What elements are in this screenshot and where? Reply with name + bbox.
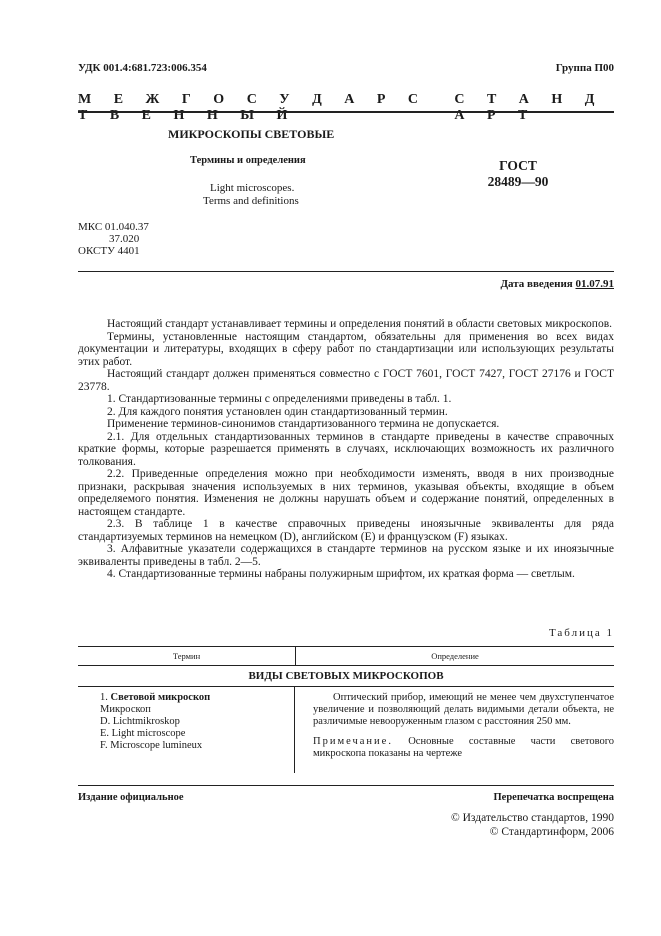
gost-number: 28489—90 bbox=[487, 174, 549, 189]
definition-cell bbox=[295, 687, 614, 773]
group-code: Группа П00 bbox=[555, 62, 614, 74]
introduction-date bbox=[500, 278, 614, 290]
note-text: Основные составные части светового микроскопа показаны на чертеже bbox=[313, 736, 614, 759]
column-header-term: Термин bbox=[78, 647, 296, 665]
document-title: МИКРОСКОПЫ СВЕТОВЫЕ bbox=[168, 127, 335, 141]
document-subtitle: Термины и определения bbox=[190, 155, 306, 166]
divider-top bbox=[78, 271, 614, 272]
paragraph: 1. Стандартизованные термины с определениями приведены в табл. 1. bbox=[107, 393, 452, 405]
column-header-definition: Определение bbox=[431, 651, 479, 661]
mks-code-2: 37.020 bbox=[109, 233, 140, 245]
reprint-prohibited-label: Перепечатка воспрещена bbox=[493, 792, 614, 803]
banner-word-1: М Е Ж Г О С У Д А Р С Т В Е Н Н Ы Й bbox=[78, 92, 428, 123]
paragraph: 4. Стандартизованные термины набраны полужирным шрифтом, их краткая форма — светлым. bbox=[107, 568, 575, 580]
definition-note bbox=[313, 736, 614, 760]
term-title bbox=[100, 692, 294, 704]
english-title-line2: Terms and definitions bbox=[203, 195, 299, 207]
paragraph: 2.1. Для отдельных стандартизованных терминов в стандарте приведены в качестве справочных краткие формы, которые разрешается применять в случаях, исключающих возможность их различного толкования. bbox=[78, 430, 614, 468]
english-title-line1: Light microscopes. bbox=[210, 182, 295, 194]
term-bold: Световой микроскоп bbox=[110, 692, 211, 703]
document-body bbox=[78, 318, 614, 581]
term-german: D. Lichtmikroskop bbox=[100, 716, 180, 727]
intro-date-label: Дата введения bbox=[500, 278, 573, 290]
paragraph: Настоящий стандарт устанавливает термины и определения понятий в области световых микроскопов. bbox=[107, 318, 613, 330]
table-section-title: ВИДЫ СВЕТОВЫХ МИКРОСКОПОВ bbox=[78, 666, 614, 687]
intro-date-value: 01.07.91 bbox=[575, 278, 614, 290]
terms-table bbox=[78, 646, 614, 773]
table-row bbox=[78, 687, 614, 773]
copyright-line-2: © Стандартинформ, 2006 bbox=[489, 826, 614, 838]
okstu-code: ОКСТУ 4401 bbox=[78, 245, 140, 257]
official-edition-label: Издание официальное bbox=[78, 792, 184, 803]
paragraph: 2.2. Приведенные определения можно при необходимости изменять, вводя в них производные признаки, раскрывая значения используемых в них терминов, указывая объекты, входящие в объем определяемого понятия. Изменения не должны нарушать объем и содержание понятий, определенных в настоящем стандарте. bbox=[78, 468, 614, 518]
mks-code: МКС 01.040.37 bbox=[78, 221, 149, 233]
definition-text: Оптический прибор, имеющий не менее чем двухступенчатое увеличение и позволяющий делать видимыми детали объекта, не различимые невооруженным глазом с расстояния 250 мм. bbox=[313, 692, 614, 727]
interstate-standard-banner bbox=[78, 92, 613, 124]
table-header bbox=[78, 646, 614, 666]
paragraph: 2. Для каждого понятия установлен один стандартизованный термин. bbox=[107, 405, 448, 418]
term-french: F. Microscope lumineux bbox=[100, 740, 203, 751]
note-label: Примечание. bbox=[313, 736, 393, 747]
term-short-form: Микроскоп bbox=[100, 704, 151, 715]
banner-word-2: С Т А Н Д А Р Т bbox=[454, 92, 604, 123]
udk-code: УДК 001.4:681.723:006.354 bbox=[78, 62, 207, 74]
paragraph: Термины, установленные настоящим стандартом, обязательны для применения во всех видах документации и литературы, входящих в сферу работ по стандартизации или использующих результаты этих работ. bbox=[78, 330, 614, 368]
term-english: E. Light microscope bbox=[100, 728, 186, 739]
gost-label: ГОСТ bbox=[499, 158, 537, 173]
paragraph: Применение терминов-синонимов стандартизованного термина не допускается. bbox=[107, 418, 500, 430]
copyright-line-1: © Издательство стандартов, 1990 bbox=[450, 812, 614, 824]
paragraph: 2.3. В таблице 1 в качестве справочных приведены иноязычные эквиваленты для ряда стандартизуемых терминов на немецком (D), английском (E) и французском (F) языках. bbox=[78, 518, 614, 543]
term-cell bbox=[78, 687, 295, 773]
table-caption: Таблица 1 bbox=[548, 627, 614, 639]
paragraph: 3. Алфавитные указатели содержащихся в стандарте терминов на русском языке и их иноязычные эквиваленты приведены в табл. 2—5. bbox=[78, 543, 614, 568]
banner-rule bbox=[78, 111, 614, 113]
divider-footer bbox=[78, 785, 614, 786]
paragraph: Настоящий стандарт должен применяться совместно с ГОСТ 7601, ГОСТ 7427, ГОСТ 27176 и ГОСТ 23778. bbox=[78, 368, 614, 393]
term-number: 1. bbox=[100, 692, 108, 703]
